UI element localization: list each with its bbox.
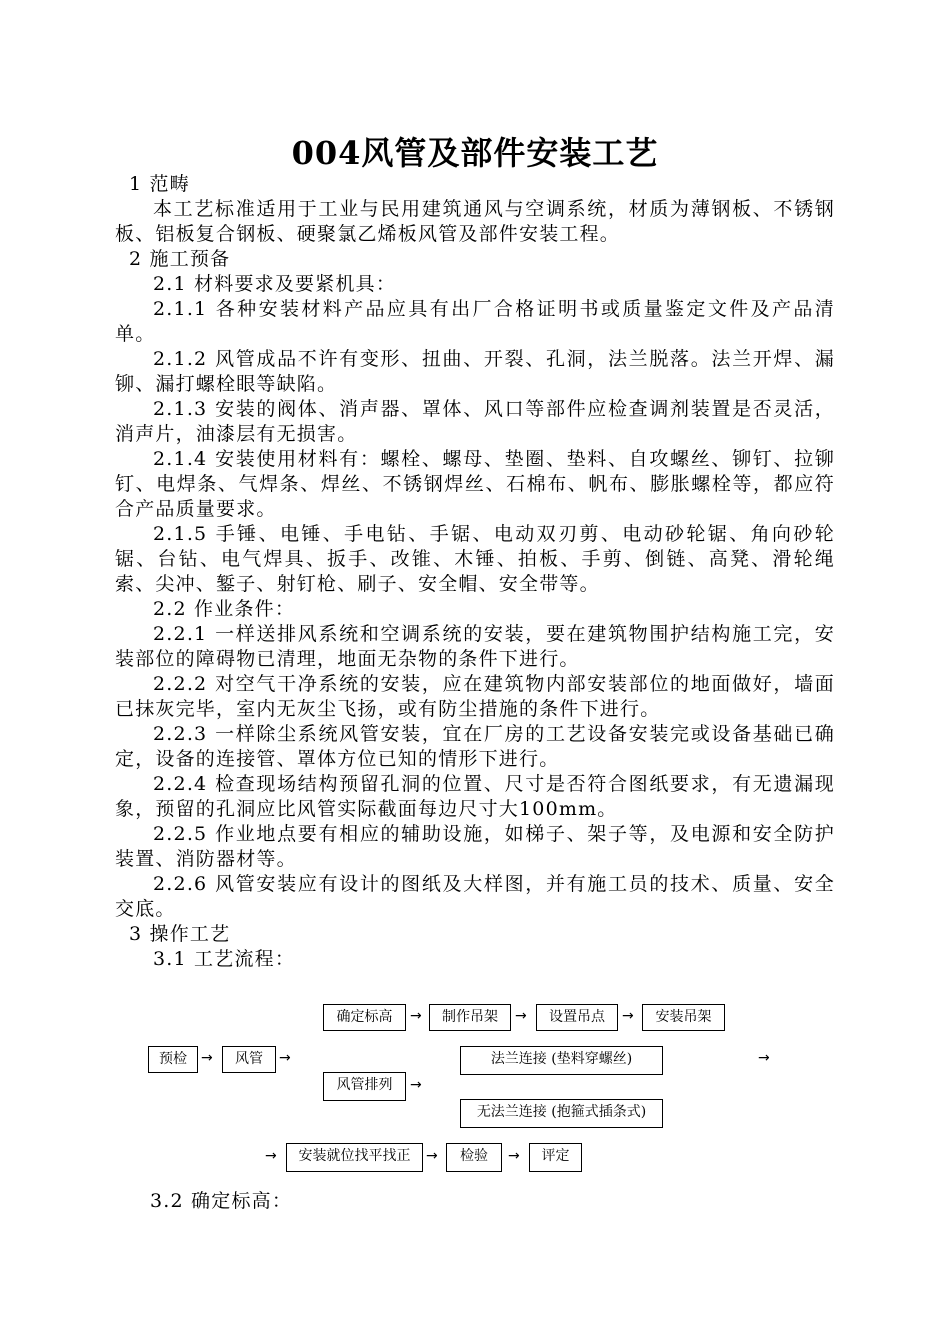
flow-arrow: → bbox=[622, 1008, 634, 1024]
section-heading-1: 1 范畴 bbox=[129, 173, 190, 195]
paragraph: 2.1.1 各种安装材料产品应具有出厂合格证明书或质量鉴定文件及产品清单。 bbox=[115, 298, 835, 345]
document-title: 004风管及部件安装工艺 bbox=[291, 134, 659, 172]
flow-box-set-hanging-point: 设置吊点 bbox=[536, 1004, 618, 1031]
paragraph: 2.2.5 作业地点要有相应的辅助设施，如梯子、架子等，及电源和安全防护装置、消防器材等。 bbox=[115, 823, 835, 870]
paragraph: 2.2.1 一样送排风系统和空调系统的安装，要在建筑物围护结构施工完，安装部位的障碍物已清理，地面无杂物的条件下进行。 bbox=[115, 623, 835, 670]
section-heading-3: 3 操作工艺 bbox=[129, 923, 231, 945]
flow-arrow: → bbox=[758, 1050, 770, 1066]
paragraph: 2.2.6 风管安装应有设计的图纸及大样图，并有施工员的技术、质量、安全交底。 bbox=[115, 873, 835, 920]
paragraph: 2.1.5 手锤、电锤、手电钻、手锯、电动双刃剪、电动砂轮锯、角向砂轮锯、台钻、电气焊具、扳手、改锥、木锤、拍板、手剪、倒链、高凳、滑轮绳索、尖冲、錾子、射钉枪、刷子、安全帽、安全带等。 bbox=[115, 523, 835, 595]
paragraph: 2.1.2 风管成品不许有变形、扭曲、开裂、孔洞，法兰脱落。法兰开焊、漏铆、漏打螺栓眼等缺陷。 bbox=[115, 348, 835, 395]
flow-box-duct: 风管 bbox=[222, 1046, 276, 1073]
flow-box-install-hanger: 安装吊架 bbox=[642, 1004, 725, 1031]
flow-arrow: → bbox=[410, 1008, 422, 1024]
flow-box-flange-connection: 法兰连接 (垫料穿螺丝) bbox=[460, 1046, 663, 1075]
paragraph: 2.2.3 一样除尘系统风管安装，宜在厂房的工艺设备安装完或设备基础已确定，设备的连接管、罩体方位已知的情形下进行。 bbox=[115, 723, 835, 770]
flow-arrow: → bbox=[426, 1148, 438, 1164]
subsection-heading-2-1: 2.1 材料要求及要紧机具： bbox=[153, 273, 397, 295]
flow-arrow: → bbox=[279, 1050, 291, 1066]
flow-arrow: → bbox=[508, 1148, 520, 1164]
section-heading-2: 2 施工预备 bbox=[129, 248, 231, 270]
flow-arrow: → bbox=[515, 1008, 527, 1024]
flow-box-make-hanger: 制作吊架 bbox=[429, 1004, 511, 1031]
subsection-heading-2-2: 2.2 作业条件： bbox=[153, 598, 296, 620]
flow-arrow: → bbox=[410, 1077, 422, 1093]
flow-arrow: → bbox=[265, 1148, 277, 1164]
section-heading-3-2: 3.2 确定标高： bbox=[150, 1190, 293, 1212]
flow-box-determine-elevation: 确定标高 bbox=[323, 1004, 406, 1031]
flow-box-duct-arrangement: 风管排列 bbox=[323, 1072, 406, 1101]
flow-box-inspection: 检验 bbox=[446, 1143, 502, 1172]
paragraph: 2.2.2 对空气干净系统的安装，应在建筑物内部安装部位的地面做好，墙面已抹灰完毕，室内无灰尘飞扬，或有防尘措施的条件下进行。 bbox=[115, 673, 835, 720]
paragraph: 2.1.3 安装的阀体、消声器、罩体、风口等部件应检查调剂装置是否灵活，消声片，油漆层有无损害。 bbox=[115, 398, 835, 445]
flow-box-evaluation: 评定 bbox=[529, 1143, 582, 1172]
flow-box-install-level-align: 安装就位找平找正 bbox=[286, 1143, 423, 1172]
paragraph: 2.1.4 安装使用材料有：螺栓、螺母、垫圈、垫料、自攻螺丝、铆钉、拉铆钉、电焊条、气焊条、焊丝、不锈钢焊丝、石棉布、帆布、膨胀螺栓等，都应符合产品质量要求。 bbox=[115, 448, 835, 520]
paragraph: 本工艺标准适用于工业与民用建筑通风与空调系统，材质为薄钢板、不锈钢板、铝板复合钢板、硬聚氯乙烯板风管及部件安装工程。 bbox=[115, 198, 835, 245]
flow-box-flangeless-connection: 无法兰连接 (抱箍式插条式) bbox=[460, 1099, 663, 1128]
paragraph: 2.2.4 检查现场结构预留孔洞的位置、尺寸是否符合图纸要求，有无遗漏现象，预留的孔洞应比风管实际截面每边尺寸大100mm。 bbox=[115, 773, 835, 820]
flow-arrow: → bbox=[201, 1050, 213, 1066]
subsection-heading-3-1: 3.1 工艺流程： bbox=[153, 948, 296, 970]
flow-box-precheck: 预检 bbox=[148, 1046, 198, 1073]
